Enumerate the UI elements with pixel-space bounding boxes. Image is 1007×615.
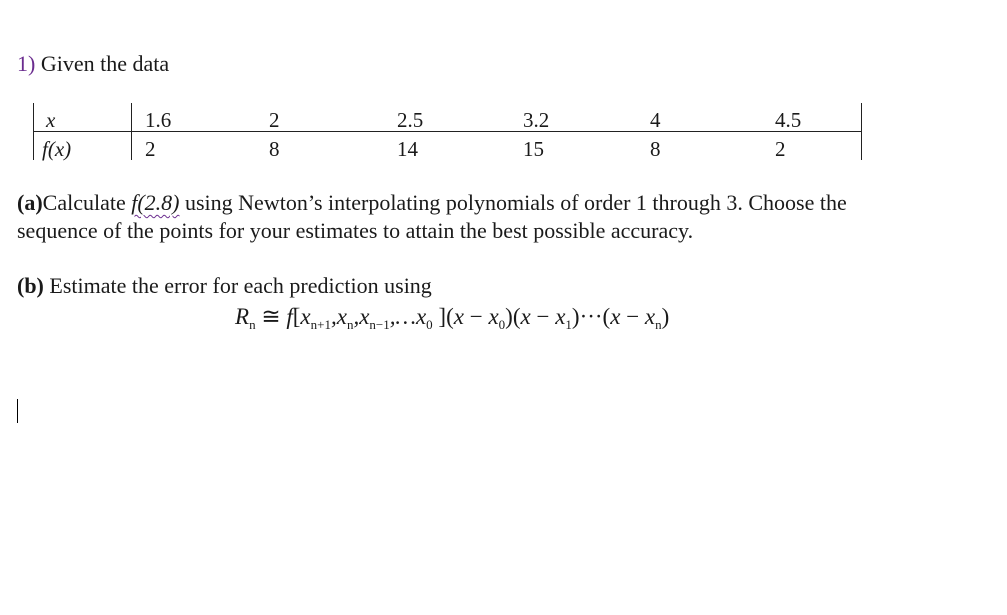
- error-formula: $R_n$ ≅ $f[x_{n+1},x_n,x_{n-1},\dots x_0$ ]$(x - x_0)(x - x_1)\cdot\cdot\cdot(x - x_n)$: [235, 304, 670, 332]
- fx-value-cell: 14: [397, 137, 418, 161]
- fx-value-cell: 2: [145, 137, 156, 161]
- fx-value-cell: 8: [269, 137, 280, 161]
- part-a-text-after: using Newton’s interpolating polynomials of order 1 through 3. Choose the: [179, 190, 847, 215]
- x-value-cell: 1.6: [145, 108, 172, 132]
- fx-value-cell: 15: [523, 137, 544, 161]
- part-b-line: [17, 272, 432, 300]
- x-value-cell: 3.2: [523, 108, 550, 132]
- x-value-cell: 2.5: [397, 108, 424, 132]
- fx-value-cell: 2: [775, 137, 786, 161]
- part-a-label: (a): [17, 190, 43, 215]
- text-cursor: [17, 399, 18, 423]
- part-b-text: Estimate the error for each prediction using: [49, 273, 432, 298]
- problem-number: 1): [17, 51, 36, 76]
- row-label-x: x: [46, 108, 56, 132]
- data-table: [33, 103, 862, 160]
- part-b-label: (b): [17, 273, 44, 298]
- part-a-line2: sequence of the points for your estimates to attain the best possible accuracy.: [17, 218, 694, 243]
- part-a-line1: [17, 189, 847, 217]
- x-value-cell: 4.5: [775, 108, 802, 132]
- part-a-text-before: Calculate: [42, 190, 132, 215]
- x-value-cell: 2: [269, 108, 280, 132]
- problem-heading: [17, 50, 169, 78]
- problem-heading-text: Given the data: [40, 51, 170, 76]
- part-a-fx-ref: f(2.8): [131, 190, 180, 215]
- fx-value-cell: 8: [650, 137, 661, 161]
- x-value-cell: 4: [650, 108, 661, 132]
- row-label-fx: f(x): [42, 137, 72, 161]
